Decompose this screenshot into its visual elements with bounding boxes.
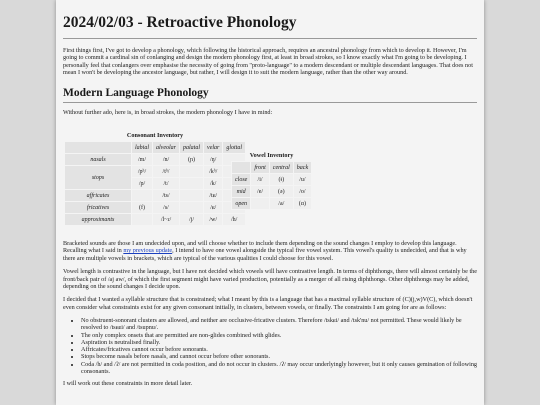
table-row [65,166,246,178]
col-header: central [269,162,293,174]
vowel-table-caption: Vowel Inventory [249,152,294,160]
vowel-length-paragraph: Vowel length is contrastive in the language, but I have not decided which vowels will have contrastive length. In terms of diphthongs, there will almost certainly be the front/back pair of /aj aw/, of which the first segment might have varied production, potentially as a merger of all rising diphthongs. Other diphthongs may be added, depending on the sound changes I decide upon. [63,268,477,291]
paragraph-text: Bracketed sounds are those I am undecided upon, and will choose whether to include them depending on the sound changes I employ to develop this language. Recalling what I said in [63,240,457,255]
section-intro-paragraph: Without further ado, here is, in broad strokes, the modern phonology I have in mind: [63,108,273,116]
consonant-header-row [65,142,246,154]
table-cell [251,198,269,210]
col-header: labial [132,142,153,154]
table-row [65,202,246,214]
list-item: • No obstruent-sonorant clusters are allowed, and neither are occlusive-fricative clusters. Therefore /tskɕi/ and /tsk'nu/ not permitted. These would likely be resolved to /tsɕɕi/ and /tsupnu/. [81,317,477,331]
page-title: 2024/02/03 - Retroactive Phonology [63,14,477,39]
table-row [232,198,312,210]
table-cell: /tɕ/ [204,190,223,202]
table-cell: /ts/ [153,190,180,202]
table-row [232,186,312,198]
section-heading: Modern Language Phonology [63,87,477,103]
consonant-table-caption: Consonant Inventory [126,132,184,140]
table-row [232,174,312,186]
consonant-table [64,132,246,226]
row-header: stops [65,166,132,190]
table-row [65,214,246,226]
outro-paragraph: I will work out these constraints in more detail later. [63,379,193,387]
table-cell [132,190,153,202]
table-row [65,154,246,166]
row-header: close [232,174,251,186]
table-cell: /m/ [132,154,153,166]
table-cell: /l~ɾ/ [153,214,180,226]
table-cell: /h/ [223,214,246,226]
table-row [65,190,246,202]
row-header: fricatives [65,202,132,214]
table-cell: (f) [132,202,153,214]
constraints-list [63,317,477,375]
intro-paragraph: First things first, I've got to develop a phonology, which following the historical approach, requires an ancestral phonology from which to develop it. However, I'm going to commit a cardinal sin of conlanging and design the modern phonology first, at least in broad strokes, so I know exactly what I'm going to be developing. I personally feel that conlangers over emphasise the necessity of going from "proto-language" to a modern descendant or multiple descendant languages. That does not mean I won't be developing the ancestor language, but rather, I will design it to suit the modern language, rather than the other way around. [63,47,473,77]
list-item: • The only complex onsets that are permitted are non-glides combined with glides. [81,332,477,339]
paragraph-text: , I intend to have one vowel alongside the typical five vowel system. This vowel's quality is undecided, and that is why there are multiple vowels in brackets, which are typical of the various qualities I could choose for this vowel. [63,247,467,262]
table-cell: (ə) [269,186,293,198]
row-header: open [232,198,251,210]
list-item: • Stops become nasals before nasals, and cannot occur before other sonorants. [81,353,477,360]
table-cell: /a/ [269,198,293,210]
corner-cell [65,142,132,154]
table-cell: /ɕ/ [204,202,223,214]
table-cell: /p/ [132,178,153,190]
table-cell [180,190,204,202]
table-cell: /ŋ/ [204,154,223,166]
row-header: mid [232,186,251,198]
row-header: affricates [65,190,132,202]
document-page [56,0,484,405]
table-cell: /u/ [293,174,311,186]
table-cell: /t/ [153,178,180,190]
table-cell: /k/ [204,178,223,190]
table-cell: /o/ [293,186,311,198]
col-header: alveolar [153,142,180,154]
table-cell: /j/ [180,214,204,226]
table-cell [180,178,204,190]
col-header: velar [204,142,223,154]
col-header: back [293,162,311,174]
list-item: • Affricates/fricatives cannot occur before sonorants. [81,346,477,353]
list-item: • Aspiration is neutralised finally. [81,339,477,346]
phonology-tables [63,124,477,234]
table-cell: /s/ [153,202,180,214]
list-item: • Coda /h/ and /ʔ/ are not permitted in coda position, and do not occur in clusters. /ʔ/ may occur underlyingly however, but it only causes gemination of following consonants. [81,361,477,375]
table-cell [180,202,204,214]
table-cell [180,166,204,178]
col-header: glottal [223,142,246,154]
col-header: palatal [180,142,204,154]
table-cell: /i/ [251,174,269,186]
vowel-header-row [232,162,312,174]
table-cell [132,214,153,226]
table-cell: /n/ [153,154,180,166]
table-cell: /pʰ/ [132,166,153,178]
bracketed-sounds-paragraph [63,240,477,262]
vowel-table [231,152,312,210]
previous-update-link[interactable]: my previous update [123,247,173,255]
table-cell: /e/ [251,186,269,198]
table-cell: /kʰ/ [204,166,223,178]
col-header: front [251,162,269,174]
syllable-structure-paragraph: I decided that I wanted a syllable structure that is constrained; what I meant by this is a language that has a maximal syllable structure of (C)(j,w)V(C), which doesn't even consider what constraints exist for any given consonant initially, in clusters, between vowels, or finally. The constraints I am going for are as follows: [63,296,473,311]
table-cell: /w/ [204,214,223,226]
table-cell: (ɨ) [269,174,293,186]
table-cell: /tʰ/ [153,166,180,178]
table-cell: (ɲ) [180,154,204,166]
corner-cell [232,162,251,174]
row-header: nasals [65,154,132,166]
row-header: approximants [65,214,132,226]
table-cell: (ɑ) [293,198,311,210]
